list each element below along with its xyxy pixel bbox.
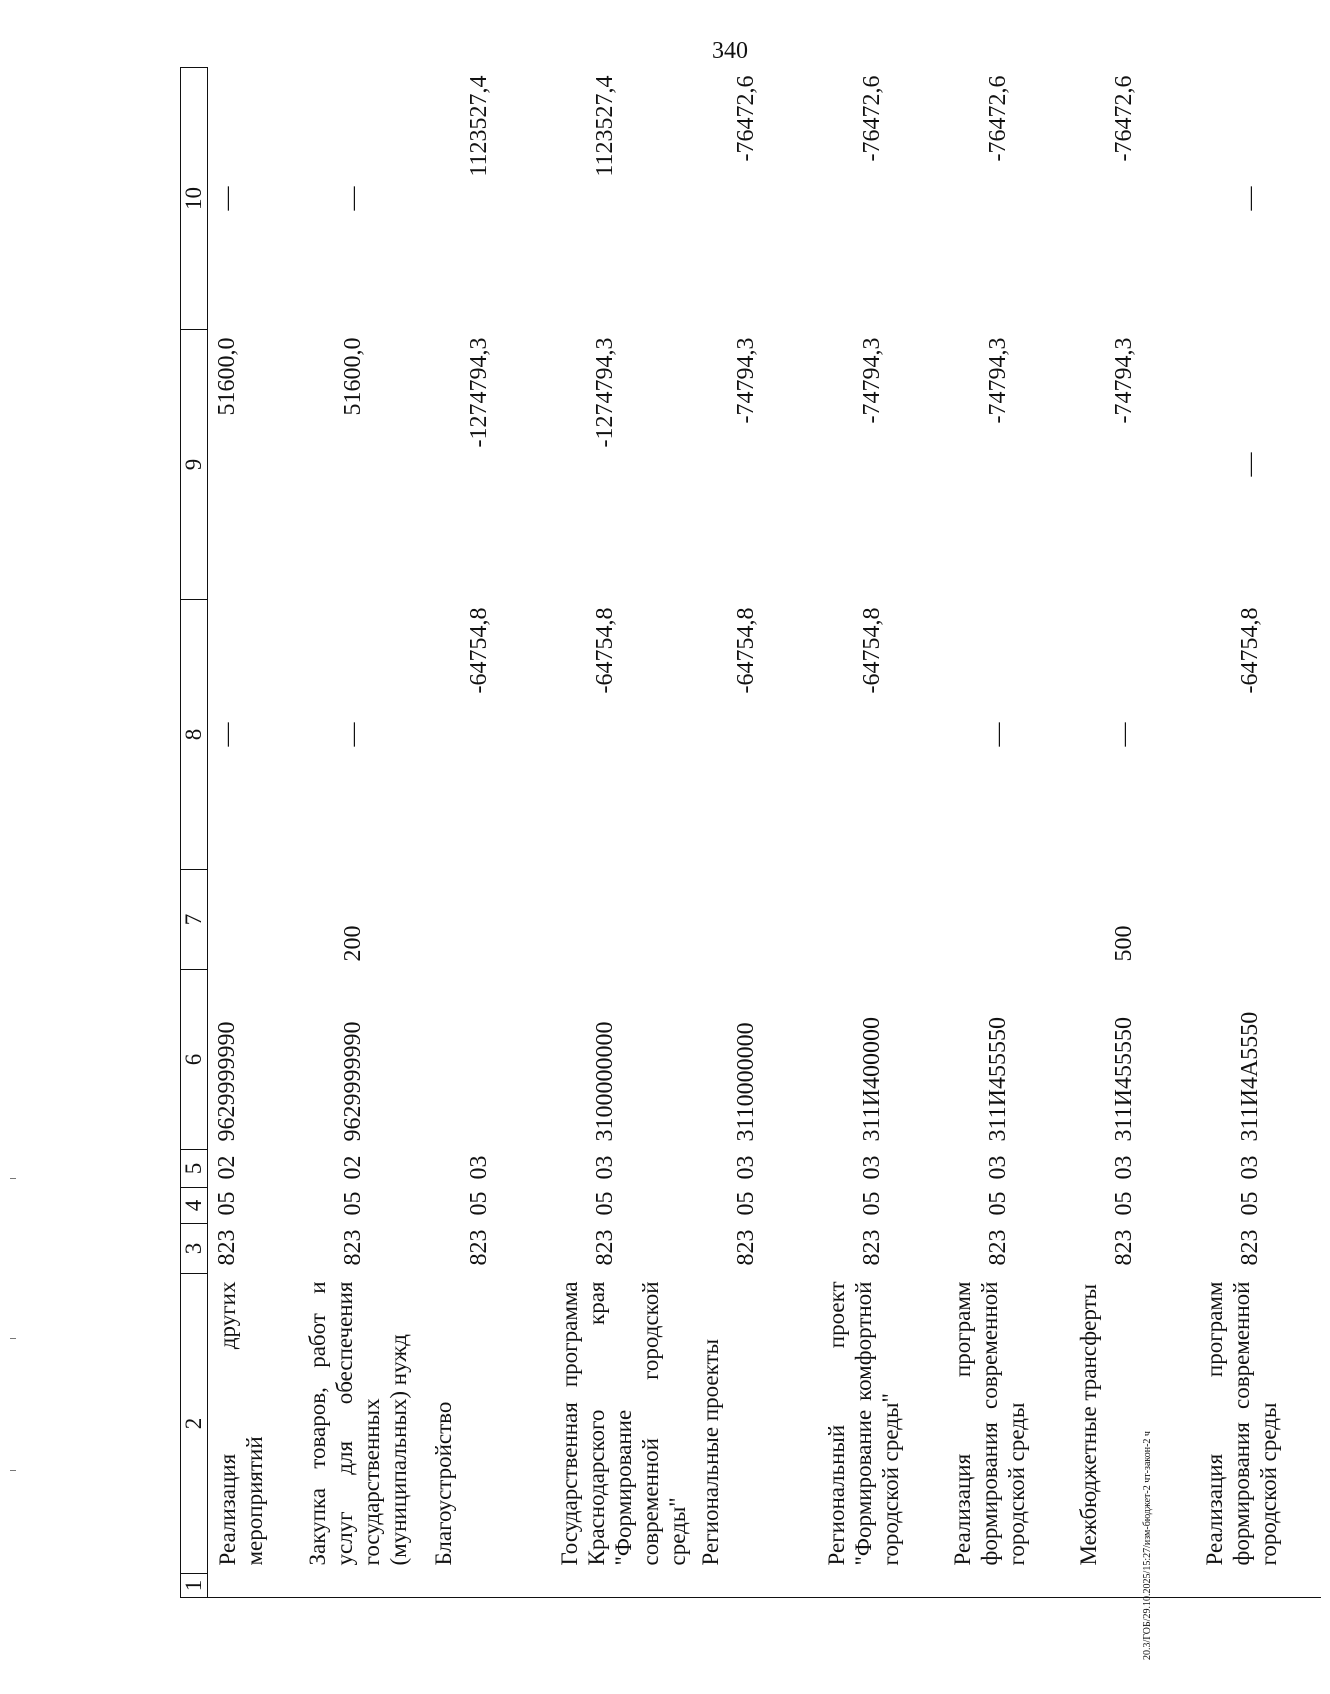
cell-c1 <box>1195 1574 1321 1598</box>
cell-c3: 823 <box>733 1229 759 1266</box>
cell-c8: -64754,8 <box>859 607 885 694</box>
cell-c10: 1123527,4 <box>466 75 492 177</box>
cell-c8: -64754,8 <box>466 607 492 694</box>
cell-c3: 823 <box>466 1229 492 1266</box>
cell-c9: 51600,0 <box>340 337 366 416</box>
table-row <box>424 68 550 1598</box>
cell-c2: Государственная программа Краснодарского края "Формирование современной городской среды" <box>557 1281 690 1566</box>
scan-mark <box>10 1470 16 1471</box>
cell-c6: 9629999990 <box>214 1021 240 1142</box>
cell-c3: 823 <box>592 1229 618 1266</box>
cell-c7: 200 <box>340 925 366 962</box>
cell-c3: 823 <box>340 1229 366 1266</box>
cell-c6 <box>424 970 550 1150</box>
scan-mark <box>10 1338 16 1339</box>
cell-c8: -64754,8 <box>733 607 759 694</box>
table-row <box>208 68 299 1598</box>
table-row <box>1069 68 1195 1598</box>
column-header-5: 5 <box>181 1150 208 1188</box>
cell-c6: 9629999990 <box>340 1021 366 1142</box>
page-number: 340 <box>712 38 748 64</box>
cell-c7 <box>1195 870 1321 970</box>
cell-c10: -76472,6 <box>1111 75 1137 162</box>
column-header-8: 8 <box>181 600 208 870</box>
cell-c4: 05 <box>466 1191 492 1216</box>
cell-c2: Реализация программ формирования современной городской среды <box>950 1281 1029 1566</box>
cell-c9: -74794,3 <box>733 337 759 424</box>
cell-c9: -74794,3 <box>859 337 885 424</box>
cell-c1 <box>298 1574 424 1598</box>
cell-c8: -64754,8 <box>592 607 618 694</box>
cell-c2: Реализация других мероприятий <box>215 1281 267 1566</box>
cell-c4: 05 <box>1111 1191 1137 1216</box>
cell-c10: -76472,6 <box>733 75 759 162</box>
cell-c5: 02 <box>214 1155 240 1180</box>
cell-c8: — <box>340 722 366 747</box>
cell-c10: -76472,6 <box>859 75 885 162</box>
cell-c4: 05 <box>1237 1191 1263 1216</box>
cell-c4: 05 <box>733 1191 759 1216</box>
cell-c4: 05 <box>340 1191 366 1216</box>
cell-c7 <box>550 870 691 970</box>
cell-c8: — <box>214 722 240 747</box>
cell-c7: 500 <box>1111 925 1137 962</box>
table-row <box>1195 68 1321 1598</box>
cell-c5: 03 <box>1111 1155 1137 1180</box>
cell-c6: 3100000000 <box>592 1021 618 1142</box>
cell-c5: 03 <box>733 1155 759 1180</box>
cell-c8: -64754,8 <box>1237 607 1263 694</box>
table-row <box>550 68 691 1598</box>
cell-c10: — <box>340 186 366 211</box>
cell-c1 <box>691 1574 817 1598</box>
cell-c1 <box>424 1574 550 1598</box>
cell-c4: 05 <box>592 1191 618 1216</box>
cell-c10: — <box>214 186 240 211</box>
cell-c9: — <box>1237 452 1263 477</box>
table-row <box>691 68 817 1598</box>
cell-c1 <box>817 1574 943 1598</box>
footer-code: 20.3/ГОБ/29.10.2025/15:27/изм-бюджет-2 чт-закон-2 ч <box>1142 1431 1153 1660</box>
table-row <box>298 68 424 1598</box>
cell-c2: Межбюджетные трансферты <box>1076 1283 1101 1566</box>
cell-c3: 823 <box>1237 1229 1263 1266</box>
cell-c1 <box>550 1574 691 1598</box>
cell-c2: Реализация программ формирования современной городской среды <box>1202 1281 1281 1566</box>
cell-c3: 823 <box>985 1229 1011 1266</box>
cell-c2: Региональный проект "Формирование комфортной городской среды" <box>824 1281 903 1566</box>
cell-c9: -74794,3 <box>985 337 1011 424</box>
cell-c10: 1123527,4 <box>592 75 618 177</box>
scan-mark <box>10 1178 16 1179</box>
column-header-2: 2 <box>181 1274 208 1574</box>
cell-c9: -1274794,3 <box>466 337 492 448</box>
cell-c8: — <box>985 722 1011 747</box>
cell-c9: -74794,3 <box>1111 337 1137 424</box>
column-header-10: 10 <box>181 68 208 330</box>
table-body <box>208 68 1322 1598</box>
column-header-3: 3 <box>181 1224 208 1274</box>
cell-c4: 05 <box>214 1191 240 1216</box>
cell-c5: 03 <box>1237 1155 1263 1180</box>
column-header-1: 1 <box>181 1574 208 1598</box>
cell-c7 <box>691 870 817 970</box>
cell-c5: 03 <box>859 1155 885 1180</box>
cell-c6: 311И400000 <box>859 1017 885 1142</box>
column-header-4: 4 <box>181 1188 208 1224</box>
cell-c6: 311И455550 <box>985 1017 1011 1142</box>
cell-c4: 05 <box>985 1191 1011 1216</box>
cell-c6: 3110000000 <box>733 1022 759 1142</box>
cell-c3: 823 <box>1111 1229 1137 1266</box>
column-header-7: 7 <box>181 870 208 970</box>
table-header-row <box>181 68 208 1598</box>
cell-c6: 311И455550 <box>1111 1017 1137 1142</box>
column-header-9: 9 <box>181 330 208 600</box>
cell-c2: Благоустройство <box>431 1401 456 1566</box>
cell-c5: 02 <box>340 1155 366 1180</box>
cell-c3: 823 <box>214 1229 240 1266</box>
cell-c5: 03 <box>985 1155 1011 1180</box>
cell-c10: — <box>1237 186 1263 211</box>
cell-c5: 03 <box>466 1155 492 1180</box>
cell-c7 <box>424 870 550 970</box>
cell-c1 <box>208 1574 299 1598</box>
cell-c7 <box>817 870 943 970</box>
cell-c3: 823 <box>859 1229 885 1266</box>
cell-c5: 03 <box>592 1155 618 1180</box>
cell-c7 <box>208 870 299 970</box>
cell-c1 <box>943 1574 1069 1598</box>
column-header-6: 6 <box>181 970 208 1150</box>
cell-c9: -1274794,3 <box>592 337 618 448</box>
cell-c2: Региональные проекты <box>698 1338 723 1566</box>
cell-c7 <box>943 870 1069 970</box>
cell-c10: -76472,6 <box>985 75 1011 162</box>
cell-c1 <box>1069 1574 1195 1598</box>
cell-c2: Закупка товаров, работ и услуг для обеспечения государственных (муниципальных) нужд <box>305 1281 411 1566</box>
table-row <box>817 68 943 1598</box>
table-row <box>943 68 1069 1598</box>
cell-c4: 05 <box>859 1191 885 1216</box>
cell-c9: 51600,0 <box>214 337 240 416</box>
cell-c8: — <box>1111 722 1137 747</box>
cell-c6: 311И4А5550 <box>1237 1011 1263 1142</box>
